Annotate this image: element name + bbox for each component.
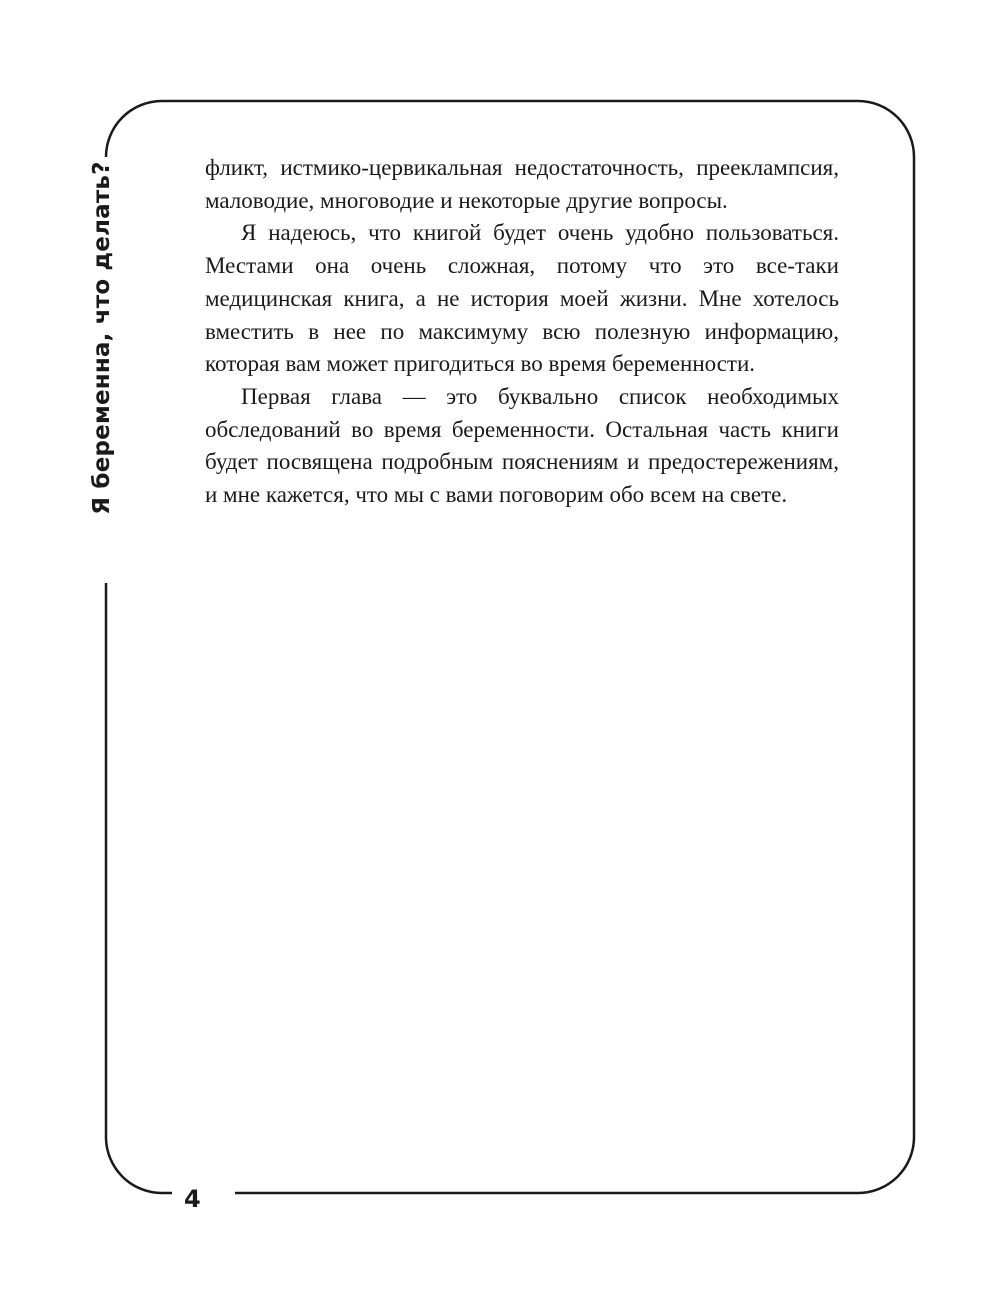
paragraph-2: Я надеюсь, что книгой будет очень удобно пользоваться. Местами она очень сложная, потому что это все-таки медицинская книга, а не история моей жизни. Мне хотелось вместить в нее по максимуму всю полезную информацию, которая вам может пригодиться во время беременности. — [205, 220, 839, 377]
paragraph-1: фликт, истмико-цервикальная недостаточность, прееклампсия, маловодие, многоводие и некоторые другие вопросы. — [205, 155, 839, 213]
paragraph-3: Первая глава — это буквально список необходимых обследований во время беременности. Остальная часть книги будет посвящена подробным пояснениям и предостережениям, и мне кажется, что мы с вами поговорим обо всем на свете. — [205, 383, 839, 508]
body-text — [205, 152, 839, 512]
frame-bottom-left-border — [106, 583, 172, 1193]
running-head-title: Я беременна, что делать? — [89, 161, 115, 515]
page-number: 4 — [184, 1185, 201, 1213]
